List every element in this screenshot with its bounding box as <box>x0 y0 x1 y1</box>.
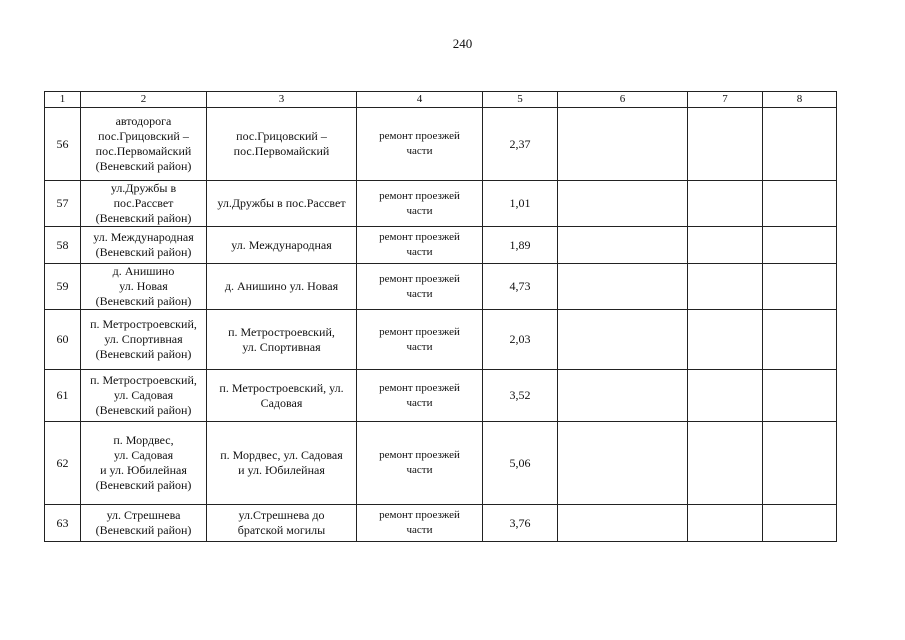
location-cell: пос.Грицовский – пос.Первомайский <box>207 108 357 181</box>
object-name-cell: ул. Международная (Веневский район) <box>81 227 207 264</box>
object-name-cell: д. Анишино ул. Новая (Веневский район) <box>81 264 207 310</box>
length-cell: 3,52 <box>483 370 558 422</box>
column-8-cell <box>763 227 837 264</box>
location-cell: д. Анишино ул. Новая <box>207 264 357 310</box>
column-7-cell <box>688 264 763 310</box>
table-row <box>45 370 837 422</box>
column-6-cell <box>558 181 688 227</box>
location-cell: п. Метростроевский, ул. Спортивная <box>207 310 357 370</box>
column-8-cell <box>763 310 837 370</box>
column-8-cell <box>763 264 837 310</box>
location-cell: п. Мордвес, ул. Садовая и ул. Юбилейная <box>207 422 357 505</box>
column-6-cell <box>558 108 688 181</box>
object-name-cell: автодорога пос.Грицовский – пос.Первомайский (Веневский район) <box>81 108 207 181</box>
row-number-cell: 60 <box>45 310 81 370</box>
road-repair-table <box>44 91 837 542</box>
column-6-cell <box>558 370 688 422</box>
row-number-cell: 57 <box>45 181 81 227</box>
object-name-cell: ул.Дружбы в пос.Рассвет (Веневский район) <box>81 181 207 227</box>
page-number: 240 <box>452 36 473 51</box>
row-number-cell: 56 <box>45 108 81 181</box>
row-number-cell: 61 <box>45 370 81 422</box>
work-type-cell: ремонт проезжей части <box>357 227 483 264</box>
table-row <box>45 264 837 310</box>
column-7-cell <box>688 181 763 227</box>
column-header: 1 <box>45 92 81 108</box>
column-header: 2 <box>81 92 207 108</box>
row-number-cell: 62 <box>45 422 81 505</box>
column-6-cell <box>558 422 688 505</box>
column-6-cell <box>558 227 688 264</box>
length-cell: 5,06 <box>483 422 558 505</box>
object-name-cell: п. Метростроевский, ул. Садовая (Веневский район) <box>81 370 207 422</box>
column-7-cell <box>688 227 763 264</box>
column-header: 8 <box>763 92 837 108</box>
column-8-cell <box>763 108 837 181</box>
column-7-cell <box>688 422 763 505</box>
table-row <box>45 181 837 227</box>
work-type-cell: ремонт проезжей части <box>357 264 483 310</box>
column-8-cell <box>763 181 837 227</box>
object-name-cell: ул. Стрешнева (Веневский район) <box>81 505 207 542</box>
column-6-cell <box>558 264 688 310</box>
length-cell: 1,89 <box>483 227 558 264</box>
column-7-cell <box>688 108 763 181</box>
work-type-cell: ремонт проезжей части <box>357 505 483 542</box>
length-cell: 2,37 <box>483 108 558 181</box>
work-type-cell: ремонт проезжей части <box>357 310 483 370</box>
header-row <box>45 92 837 108</box>
work-type-cell: ремонт проезжей части <box>357 108 483 181</box>
column-header: 5 <box>483 92 558 108</box>
length-cell: 3,76 <box>483 505 558 542</box>
table-row <box>45 310 837 370</box>
column-header: 3 <box>207 92 357 108</box>
table-row <box>45 108 837 181</box>
column-7-cell <box>688 505 763 542</box>
column-7-cell <box>688 310 763 370</box>
length-cell: 2,03 <box>483 310 558 370</box>
column-7-cell <box>688 370 763 422</box>
length-cell: 4,73 <box>483 264 558 310</box>
table-row <box>45 227 837 264</box>
row-number-cell: 59 <box>45 264 81 310</box>
column-6-cell <box>558 310 688 370</box>
location-cell: п. Метростроевский, ул. Садовая <box>207 370 357 422</box>
column-6-cell <box>558 505 688 542</box>
column-header: 4 <box>357 92 483 108</box>
table-row <box>45 422 837 505</box>
length-cell: 1,01 <box>483 181 558 227</box>
column-8-cell <box>763 422 837 505</box>
row-number-cell: 63 <box>45 505 81 542</box>
location-cell: ул.Дружбы в пос.Рассвет <box>207 181 357 227</box>
work-type-cell: ремонт проезжей части <box>357 422 483 505</box>
column-header: 6 <box>558 92 688 108</box>
object-name-cell: п. Метростроевский, ул. Спортивная (Веневский район) <box>81 310 207 370</box>
location-cell: ул.Стрешнева до братской могилы <box>207 505 357 542</box>
row-number-cell: 58 <box>45 227 81 264</box>
object-name-cell: п. Мордвес, ул. Садовая и ул. Юбилейная (Веневский район) <box>81 422 207 505</box>
table-row <box>45 505 837 542</box>
column-8-cell <box>763 370 837 422</box>
column-header: 7 <box>688 92 763 108</box>
work-type-cell: ремонт проезжей части <box>357 181 483 227</box>
column-8-cell <box>763 505 837 542</box>
work-type-cell: ремонт проезжей части <box>357 370 483 422</box>
location-cell: ул. Международная <box>207 227 357 264</box>
